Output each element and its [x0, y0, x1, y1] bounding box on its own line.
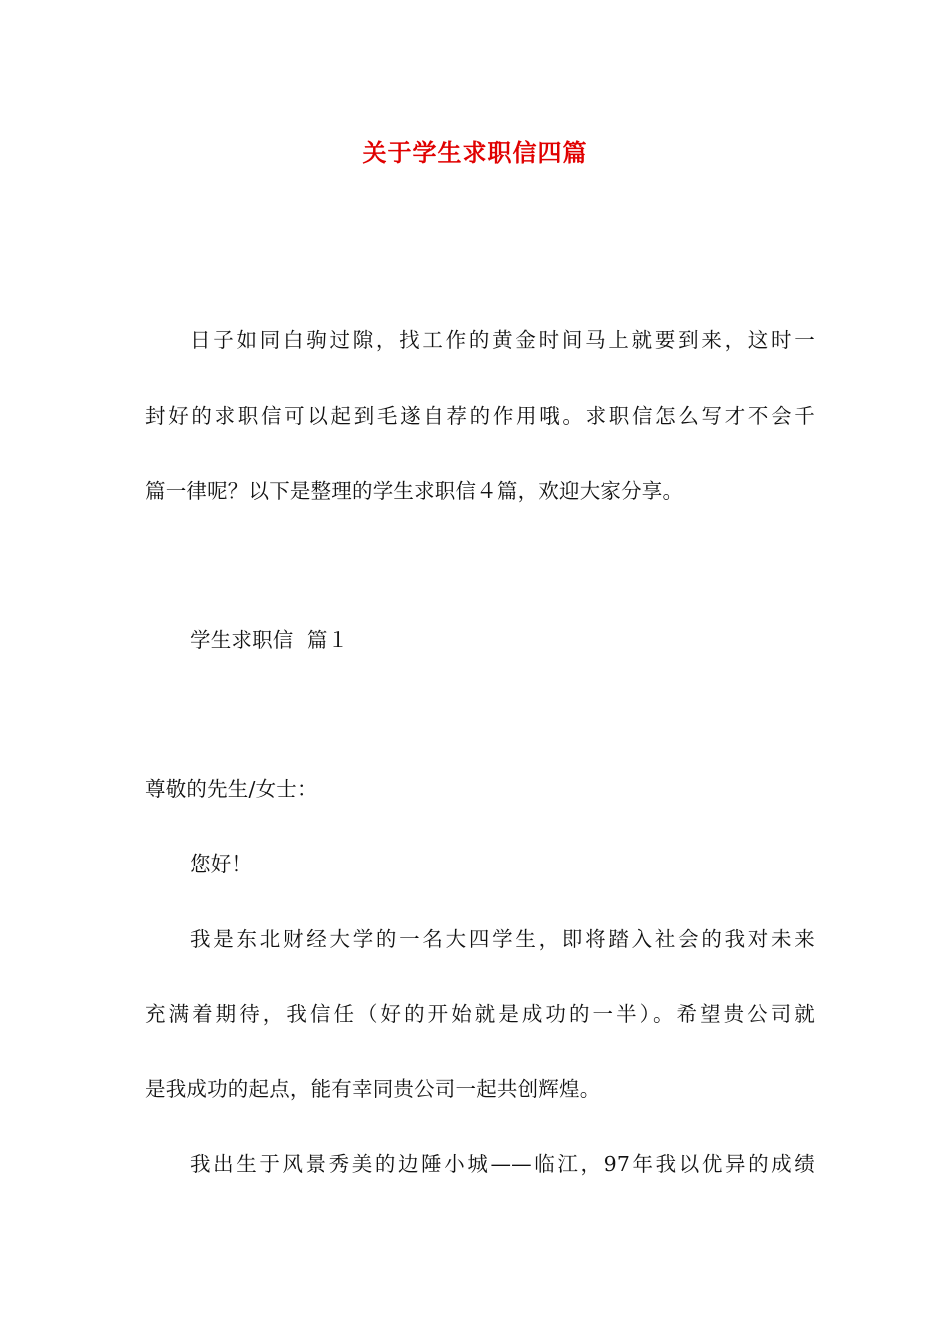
- section-heading: 学生求职信 篇１: [190, 628, 349, 652]
- intro-line-3: 篇一律呢？以下是整理的学生求职信４篇，欢迎大家分享。: [145, 479, 684, 503]
- para2-line-1: 我出生于风景秀美的边陲小城——临江，97年我以优异的成绩: [190, 1152, 815, 1176]
- intro-line-1: 日子如同白驹过隙，找工作的黄金时间马上就要到来，这时一: [190, 328, 815, 352]
- greeting: 您好！: [190, 852, 253, 876]
- para1-line-3: 是我成功的起点，能有幸同贵公司一起共创辉煌。: [145, 1077, 601, 1101]
- intro-line-2: 封好的求职信可以起到毛遂自荐的作用哦。求职信怎么写才不会千: [145, 404, 815, 428]
- para1-line-1: 我是东北财经大学的一名大四学生，即将踏入社会的我对未来: [190, 927, 815, 951]
- salutation: 尊敬的先生/女士：: [145, 777, 318, 801]
- para1-line-2: 充满着期待，我信任（好的开始就是成功的一半）。希望贵公司就: [145, 1002, 815, 1026]
- document-title: 关于学生求职信四篇: [362, 138, 588, 167]
